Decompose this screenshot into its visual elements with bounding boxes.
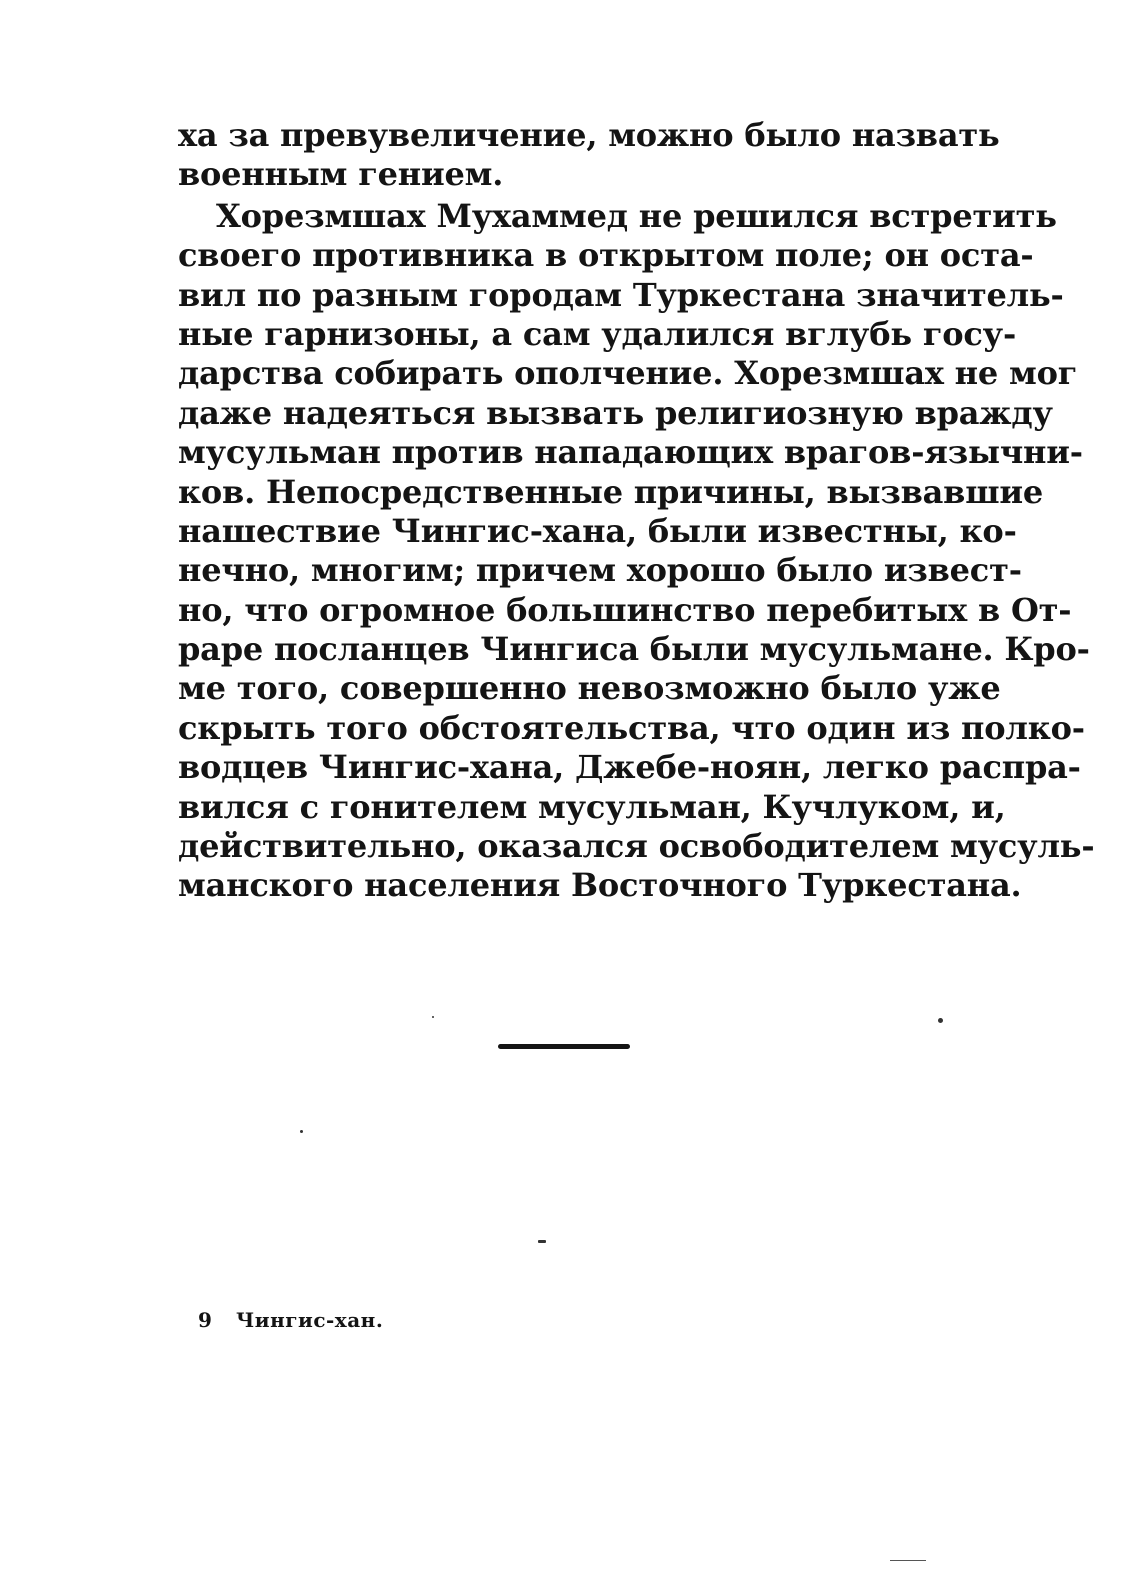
text-line: дарства собирать ополчение. Хорезмшах не мог xyxy=(178,354,1078,393)
text-line: скрыть того обстоятельства, что один из полко- xyxy=(178,708,1085,747)
text-line: даже надеяться вызвать религиозную вражду xyxy=(178,393,1053,432)
text-line: нашествие Чингис-хана, были известны, ко- xyxy=(178,511,1017,550)
body-text xyxy=(178,116,1095,906)
page-footer xyxy=(198,1308,383,1332)
signature-mark: 9 xyxy=(198,1308,213,1332)
text-line: ха за превувеличение, можно было назвать xyxy=(178,116,1000,154)
text-line: ме того, совершенно невозможно было уже xyxy=(178,669,1001,708)
text-line: ков. Непосредственные причины, вызвавшие xyxy=(178,472,1044,511)
scan-speck xyxy=(938,1018,943,1023)
text-line: своего противника в открытом поле; он оста- xyxy=(178,236,1034,275)
text-line: ные гарнизоны, а сам удалился вглубь госу- xyxy=(178,314,1017,353)
scan-speck xyxy=(890,1560,926,1561)
text-line: вился с гонителем мусульман, Кучлуком, и, xyxy=(178,787,1006,826)
text-line: нечно, многим; причем хорошо было извест- xyxy=(178,551,1022,590)
text-line: военным гением. xyxy=(178,155,504,194)
text-line: вил по разным городам Туркестана значитель- xyxy=(178,275,1064,314)
scan-speck xyxy=(432,1016,434,1018)
running-title: Чингис-хан. xyxy=(236,1308,384,1332)
text-line: но, что огромное большинство перебитых в От- xyxy=(178,590,1072,629)
text-line: водцев Чингис-хана, Джебе-ноян, легко распра- xyxy=(178,748,1081,787)
section-separator-rule xyxy=(498,1044,630,1049)
text-line: действительно, оказался освободителем мусуль- xyxy=(178,827,1095,866)
scan-speck xyxy=(300,1130,303,1133)
text-line: раре посланцев Чингиса были мусульмане. Кро- xyxy=(178,630,1090,669)
text-line: мусульман против нападающих врагов-язычни- xyxy=(178,433,1083,472)
text-line: манского населения Восточного Туркестана. xyxy=(178,866,1022,905)
text-line: Хорезмшах Мухаммед не решился встретить xyxy=(216,196,1057,235)
scan-speck xyxy=(538,1240,546,1243)
